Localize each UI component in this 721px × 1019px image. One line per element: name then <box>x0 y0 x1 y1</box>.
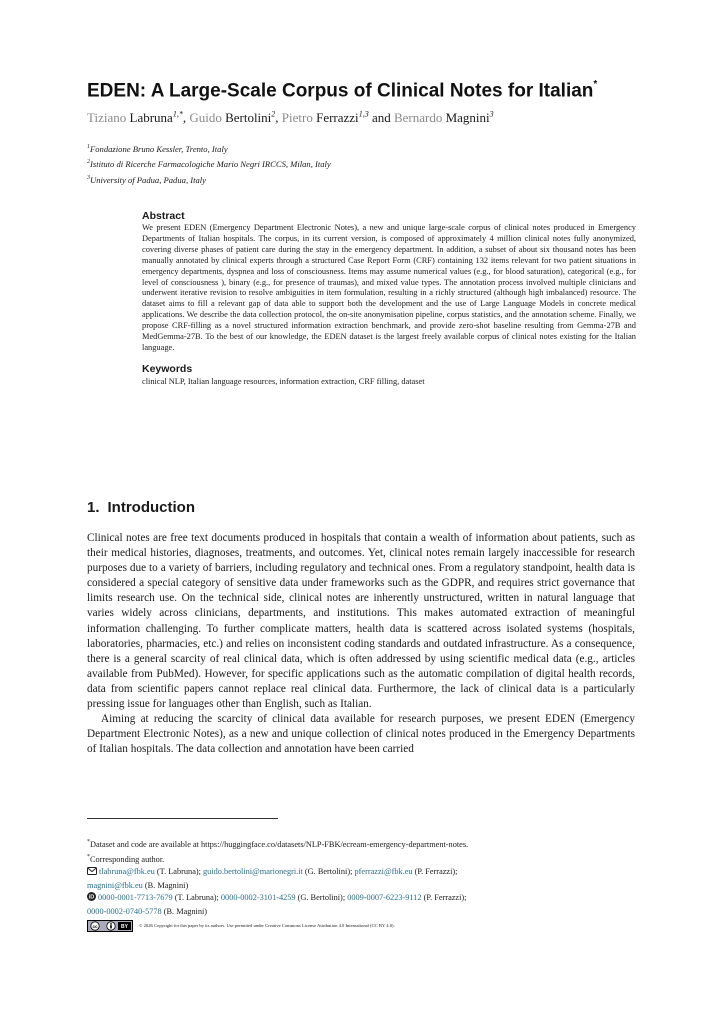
orcid-link[interactable]: 0009-0007-6223-9112 <box>347 893 422 903</box>
affiliation: $^3$University of Padua, Padua, Italy <box>87 174 206 185</box>
license-line <box>87 920 635 932</box>
affiliation: $^1$Fondazione Bruno Kessler, Trento, Italy <box>87 143 228 154</box>
footnotes <box>87 836 635 932</box>
email-link[interactable]: tlabruna@fbk.eu <box>99 867 155 877</box>
email-link[interactable]: magnini@fbk.eu <box>87 880 143 890</box>
keywords-text: clinical NLP, Italian language resources, information extraction, CRF filling, dataset <box>142 376 425 386</box>
orcid-footnote: iD 0000-0001-7713-7679 (T. Labruna); 0000-0002-3101-4259 (G. Bertolini); 0009-0007-6223-9112 (P. Ferrazzi); 0000-0002-0740-5778 (B. Magnini) <box>87 893 467 916</box>
author: Pietro Ferrazzi$^{1,3}$ and <box>281 110 394 126</box>
dataset-footnote: *Dataset and code are available at https://huggingface.co/datasets/NLP-FBK/ecream-emergency-department-notes. <box>87 839 469 849</box>
affiliations <box>87 141 331 187</box>
cc-by-license-icon <box>87 920 133 932</box>
author-list <box>87 110 494 126</box>
paragraph: Clinical notes are free text documents produced in hospitals that contain a wealth of information about patients, such as their medical histories, diagnoses, treatments, and outcomes. Yet, clinical notes remain largely inaccessible for research purposes due to a variety of barriers, including regulatory and technical ones. From a regulatory standpoint, health data is considered a special category of sensitive data under frameworks such as the GDPR, and requires strict governance that limits research use. On the technical side, clinical notes are inherently unstructured, written in natural language that varies widely across clinicians, departments, and institutions. This makes automated extraction of meaningful information challenging. To further complicate matters, health data is scattered across isolated systems (hospitals, laboratories, pharmacies, etc.) and relies on inconsistent coding standards and outdated infrastructure. As a consequence, there is a general scarcity of real clinical data, which is often addressed by using scientific medical data (e.g., articles available from PubMed). However, for specific applications such as the automatic compilation of digital health records, data from scientific papers cannot replace real clinical data. Furthermore, the lack of clinical data is a particularly pressing issue for languages other than English, such as Italian. <box>87 532 635 711</box>
paragraph: Aiming at reducing the scarcity of clinical data available for research purposes, we present EDEN (Emergency Department Electronic Notes), as a new and unique collection of clinical notes produced in the Emergency Departments of Italian hospitals. The data collection and annotation have been carried <box>87 713 635 756</box>
email-link[interactable]: guido.bertolini@marionegri.it <box>203 867 303 877</box>
email-footnote: tlabruna@fbk.eu (T. Labruna); guido.bertolini@marionegri.it (G. Bertolini); pferrazzi@fbk.eu (P. Ferrazzi); magnini@fbk.eu (B. Magnini) <box>87 867 458 890</box>
author: Tiziano Labruna$^{1,*}$, <box>87 110 190 126</box>
author: Guido Bertolini$^2$, <box>189 110 282 126</box>
svg-text:iD: iD <box>88 894 95 901</box>
footnote-rule <box>87 818 278 819</box>
svg-text:cc: cc <box>92 923 98 929</box>
author: Bernardo Magnini$^3$ <box>393 110 494 126</box>
section-heading: 1. Introduction <box>87 499 195 516</box>
orcid-link[interactable]: 0000-0002-0740-5778 <box>87 906 162 916</box>
orcid-link[interactable]: 0000-0001-7713-7679 <box>98 893 173 903</box>
orcid-icon <box>87 892 96 905</box>
license-text: © 2026 Copyright for this paper by its authors. Use permitted under Creative Commons License Attribution 4.0 International (CC BY 4.0). <box>139 922 395 928</box>
email-link[interactable]: pferrazzi@fbk.eu <box>354 867 413 877</box>
introduction-body <box>87 531 635 757</box>
affiliation: $^2$Istituto di Ricerche Farmacologiche Mario Negri IRCCS, Milan, Italy <box>87 159 331 170</box>
keywords-heading: Keywords <box>142 362 193 375</box>
title-footnote-mark: * <box>593 79 598 90</box>
paper-title: EDEN: A Large-Scale Corpus of Clinical Notes for Italian* <box>87 79 598 102</box>
envelope-icon <box>87 867 97 879</box>
abstract-text: We present EDEN (Emergency Department Electronic Notes), a new and unique large-scale corpus of clinical notes produced in Emergency Departments of Italian hospitals. The corpus, in its current version, is composed of approximately 4 million clinical notes fully anonymized, covering diverse phases of patient care during the stay in the emergency department. In addition, a subset of about six thousand notes has been manually annotated by clinical experts through a structured Case Report Form (CRF) containing 132 items relevant for two patient situations in emergency departments, dyspnea and loss of consciousness. Items may assume numerical values (e.g., for blood saturation), categorical (e.g., for level of consciousness ), binary (e.g., for presence of traumas), and mixed value types. The annotation process involved multiple clinicians and underwent iterative revision to resolve ambiguities in item formulation, resulting in a richly structured (although high imbalanced) resource. The dataset aims to fill a relevant gap of data able to support both the development and the use of Large Language Models in concrete medical applications. We describe the data collection protocol, the on-site anonymisation pipeline, corpus statistics, and the annotation scheme. Finally, we propose CRF-filling as a novel structured information extraction benchmark, and provide zero-shot baseline resulting from Gemma-27B and MedGemma-27B. To the best of our knowledge, the EDEN dataset is the largest freely available corpus of clinical notes existing for the Italian language. <box>142 223 636 352</box>
svg-text:BY: BY <box>121 924 128 931</box>
abstract-block <box>142 209 636 387</box>
corresponding-footnote: *Corresponding author. <box>87 854 165 864</box>
orcid-link[interactable]: 0000-0002-3101-4259 <box>220 893 296 903</box>
abstract-heading: Abstract <box>142 210 185 222</box>
